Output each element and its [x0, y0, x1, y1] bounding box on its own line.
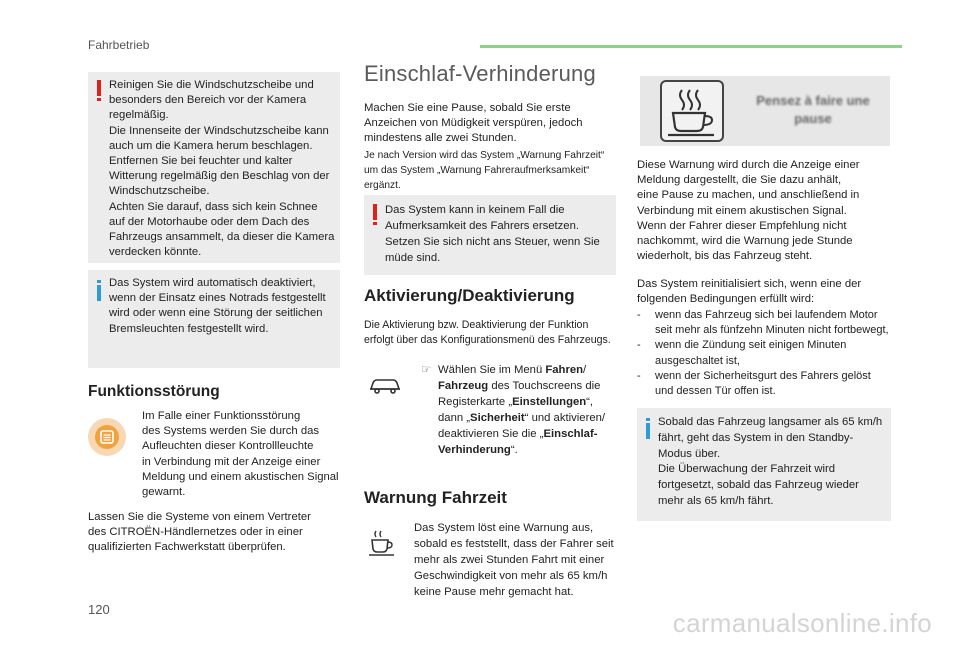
warning-text: Das System löst eine Warnung aus, sobald es feststellt, dass der Fahrer seit mehr als zwei Stunden Fahrt mit einer Geschwindigkeit von mehr als 65 km/h keine Pause mehr gemacht hat. — [414, 522, 614, 598]
list-item: - wenn die Zündung seit einigen Minuten ausgeschaltet ist, — [637, 339, 847, 367]
activation-text: Die Aktivierung bzw. Deaktivierung der Funktion erfolgt über das Konfigurationsmenü des Fahrzeugs. — [364, 319, 611, 347]
watermark: carmanualsonline.info — [672, 608, 932, 638]
attention-warning-text: Das System kann in keinem Fall die Aufmerksamkeit des Fahrers ersetzen. Setzen Sie sich nicht ans Steuer, wenn Sie müde sind. — [385, 204, 600, 264]
car-settings-icon — [368, 374, 402, 394]
reinit-intro: Das System reinitialisiert sich, wenn eine der folgenden Bedingungen erfüllt wird: — [637, 278, 862, 306]
camera-warning-box — [88, 72, 340, 263]
menu-instruction: ☞ Wählen Sie im Menü Fahren/ Fahrzeug des Touchscreens die Registerkarte „Einstellungen“, dann „Sicherheit“ und aktivieren/ deaktivieren Sie die „Einschlaf- Verhinderung“. — [421, 364, 606, 456]
drowsiness-intro-version: Je nach Version wird das System „Warnung Fahrzeit“ um das System „Warnung Fahreraufmerksamkeit“ ergänzt. — [364, 150, 605, 192]
list-item: - wenn das Fahrzeug sich bei laufendem Motor seit mehr als fünfzehn Minuten nicht fortbewegt, — [637, 309, 889, 337]
section-accent-bar — [480, 45, 902, 48]
warning-mark-icon — [373, 204, 377, 220]
info-mark-icon — [646, 423, 650, 439]
deactivation-info-text: Das System wird automatisch deaktiviert, wenn der Einsatz eines Notrads festgestellt wird oder wenn eine Störung der seitlichen Bremsleuchten festgestellt wird. — [109, 277, 326, 335]
instrument-display-image — [640, 76, 890, 146]
warning-display-text: Diese Warnung wird durch die Anzeige einer Meldung dargestellt, die Sie dazu anhält, eine Pause zu machen, und anschließend in Verbindung mit einem akustischen Signal. Wenn der Fahrer dieser Empfehlung nicht nachkommt, wird die Warnung jede Stunde wiederholt, bis das Fahrzeug steht. — [637, 159, 860, 263]
fault-warning-lamp-icon — [88, 418, 126, 456]
fault-text: Im Falle einer Funktionsstörung des Systems werden Sie durch das Aufleuchten dieser Kontrollleuchte in Verbindung mit der Anzeige einer Meldung und einem akustischen Signal gewarnt. — [142, 410, 339, 499]
coffee-cup-icon — [366, 530, 398, 556]
coffee-display-icon — [660, 80, 724, 142]
attention-warning-box — [364, 195, 616, 275]
fault-heading: Funktionsstörung — [88, 383, 220, 400]
drowsiness-intro: Machen Sie eine Pause, sobald Sie erste Anzeichen von Müdigkeit verspüren, jedoch mindestens alle zwei Stunden. — [364, 102, 583, 145]
standby-info-box — [637, 408, 891, 521]
standby-info-text: Sobald das Fahrzeug langsamer als 65 km/h fährt, geht das System in den Standby- Modus über. Die Überwachung der Fahrzeit wird fortgesetzt, sobald das Fahrzeug wieder mehr als 65 km/h fährt. — [658, 416, 883, 507]
activation-heading: Aktivierung/Deaktivierung — [364, 286, 575, 305]
info-mark-icon — [97, 285, 101, 301]
list-item: - wenn der Sicherheitsgurt des Fahrers gelöst und dessen Tür offen ist. — [637, 369, 871, 398]
menu-bullet-icon: ☞ — [421, 364, 432, 376]
deactivation-info-box — [88, 270, 340, 368]
camera-warning-text: Reinigen Sie die Windschutzscheibe und besonders den Bereich vor der Kamera regelmäßig. Die Innenseite der Windschutzscheibe kann auch um die Kamera herum beschlagen. Entfernen Sie bei feuchter und kalter Witterung regelmäßig den Beschlag von der Windschutzscheibe. Achten Sie darauf, dass sich kein Schnee auf der Motorhaube oder dem Dach des Fahrzeugs ansammelt, da dieser die Kamera verdecken könnte. — [109, 79, 335, 259]
reinit-conditions-list — [637, 308, 899, 399]
page-number: 120 — [88, 602, 110, 617]
drowsiness-title: Einschlaf-Verhinderung — [364, 61, 596, 86]
fault-followup-text: Lassen Sie die Systeme von einem Vertreter des CITROËN-Händlernetzes oder in einer qualifizierten Fachwerkstatt überprüfen. — [88, 511, 311, 554]
warning-mark-icon — [97, 80, 101, 96]
warning-heading: Warnung Fahrzeit — [364, 488, 507, 507]
section-header: Fahrbetrieb — [88, 38, 150, 52]
display-message: Pensez à faire une pause — [756, 93, 870, 126]
